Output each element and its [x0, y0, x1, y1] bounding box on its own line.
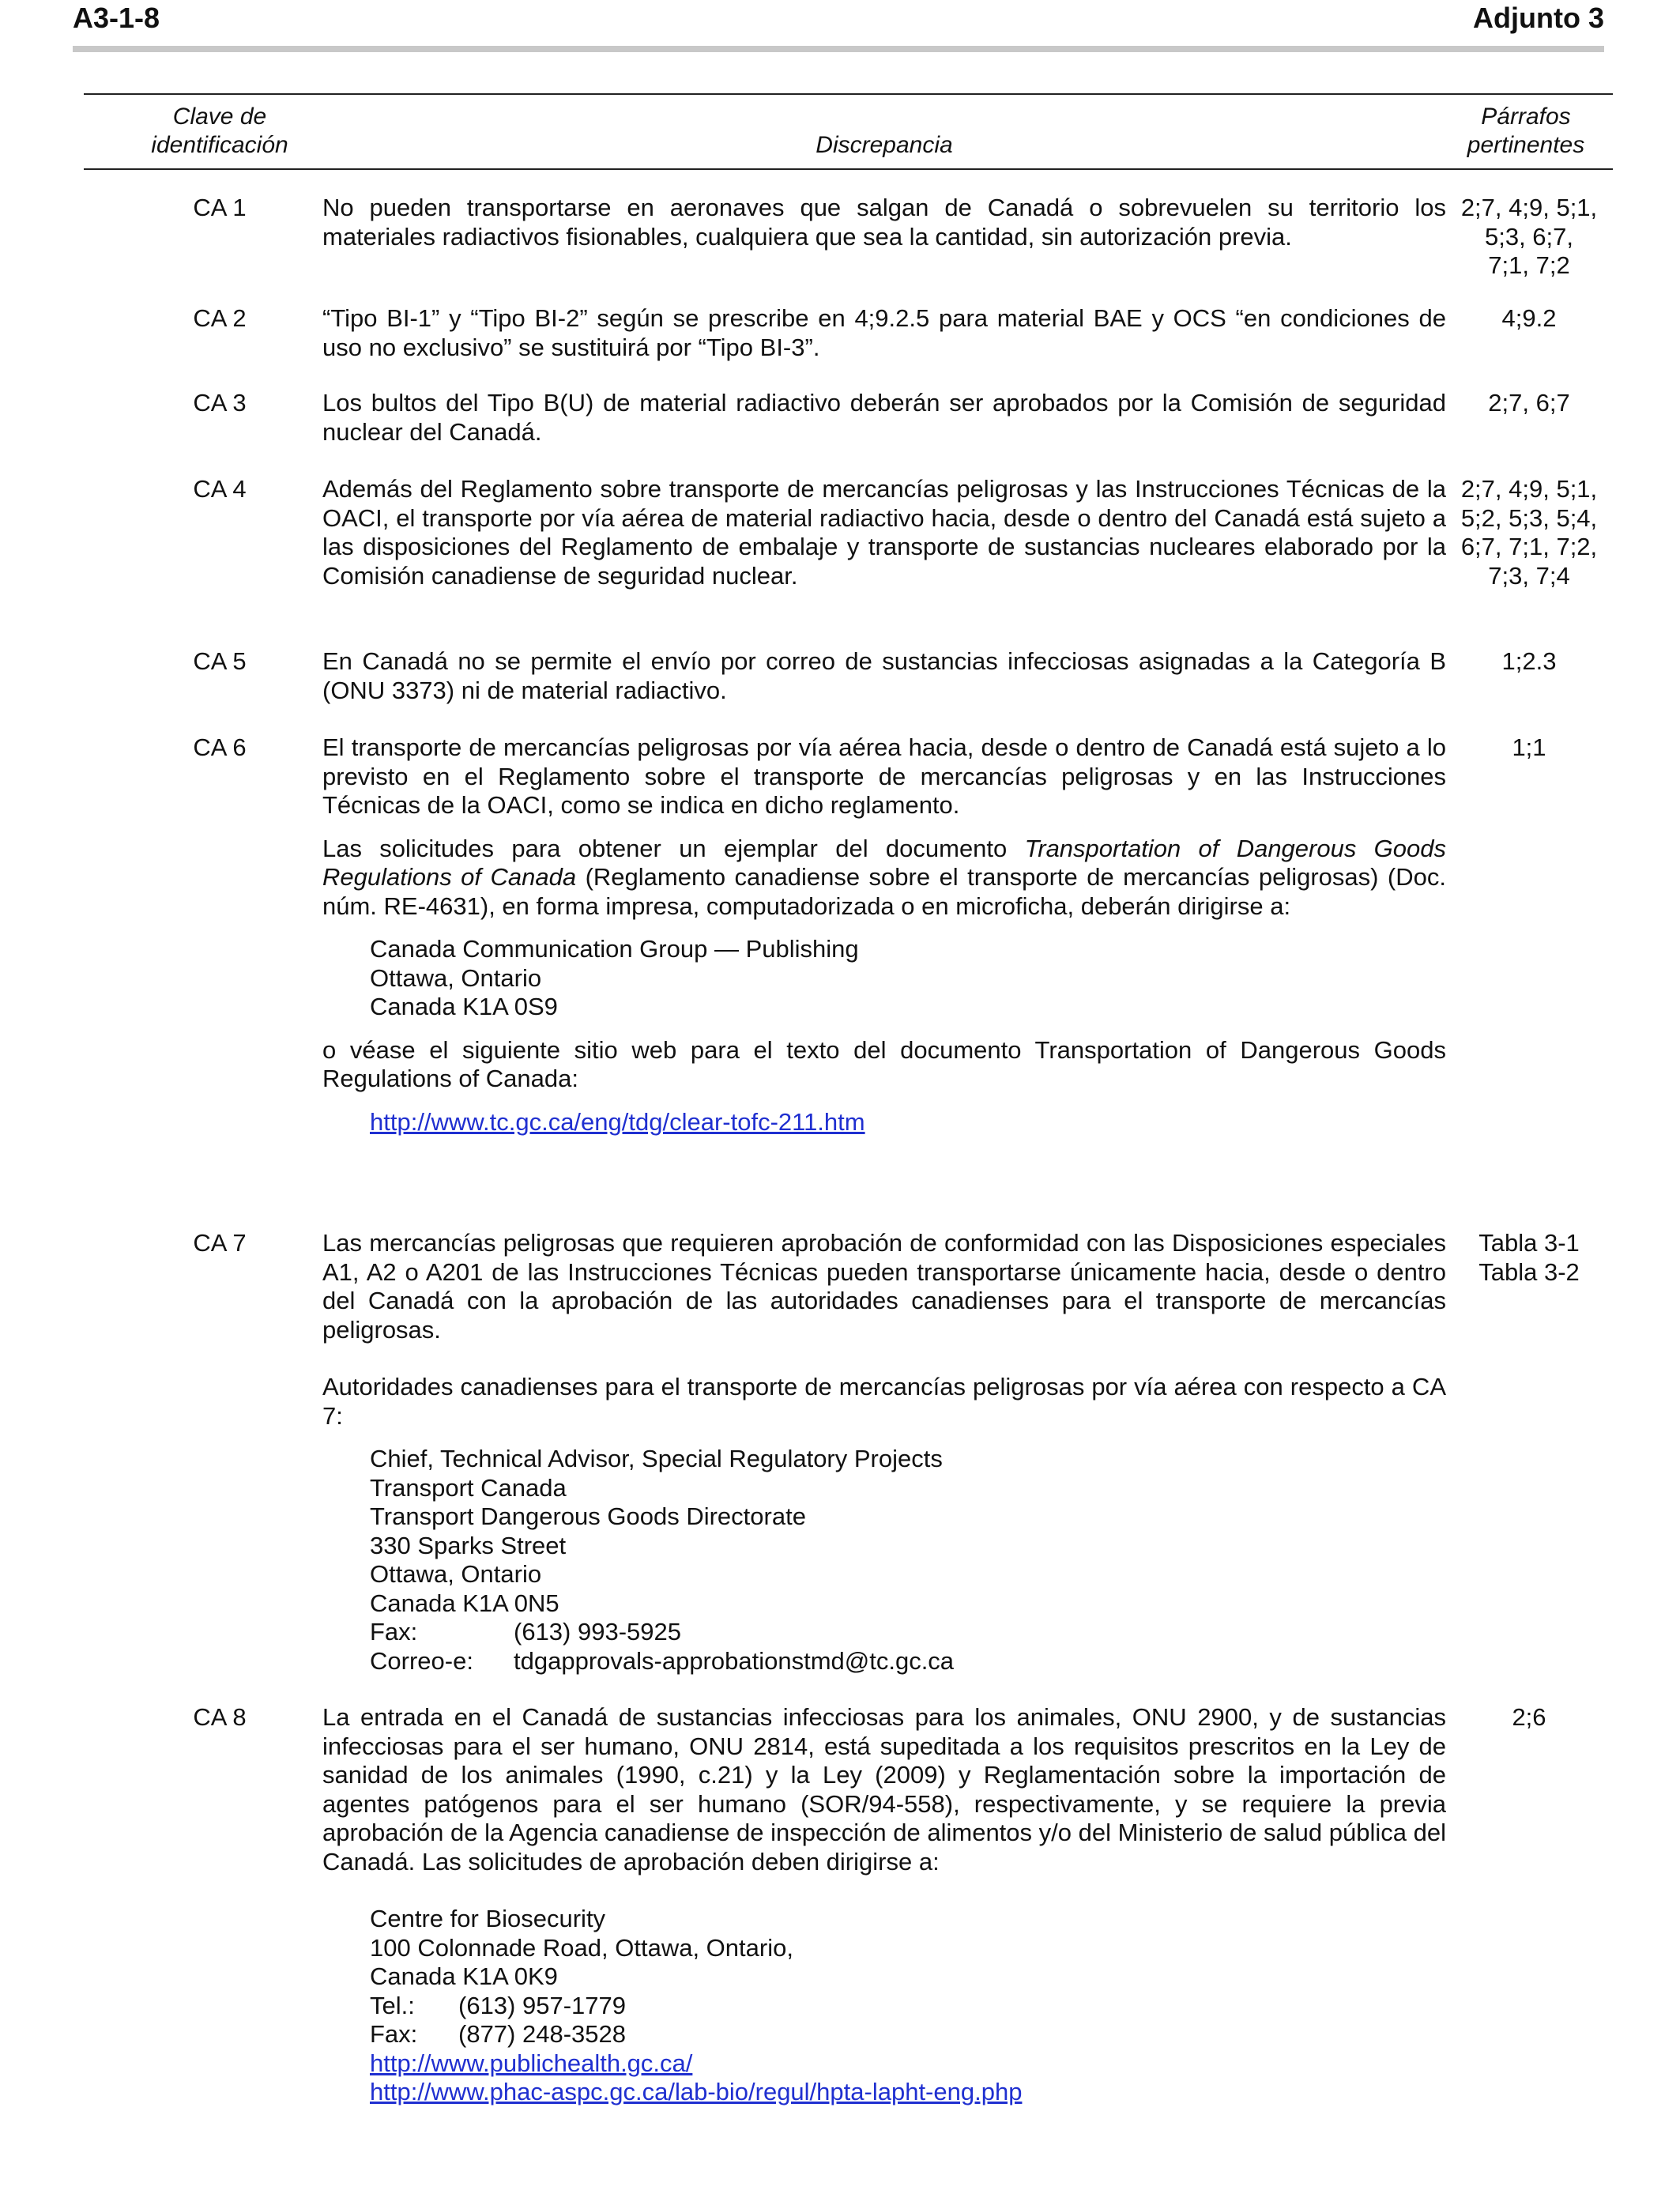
row-description: “Tipo BI-1” y “Tipo BI-2” según se prescribe en 4;9.2.5 para material BAE y OCS “en condiciones de uso no exclusivo” se sustituirá por “Tipo BI-3”.	[322, 304, 1446, 361]
row-description: El transporte de mercancías peligrosas por vía aérea hacia, desde o dentro de Canadá está sujeto a lo previsto en el Reglamento sobre el transporte de mercancías peligrosas y en las Instrucciones Técnicas de la OACI, como se indica en dicho reglamento. Las solicitudes para obtener un ejemplar del documento Transportation of Dangerous Goods Regulations of Canada (Reglamento canadiense sobre el transporte de mercancías peligrosas) (Doc. núm. RE-4631), en forma impresa, computadorizada o en microficha, deberán dirigirse a: Canada Communication Group — Publishing Ottawa, Ontario Canada K1A 0S9 o véase el siguiente sitio web para el texto del documento Transportation of Dangerous Goods Regulations of Canada: http://www.tc.gc.ca/eng/tdg/clear-tofc-211.htm	[322, 733, 1447, 1136]
row-refs: 4;9.2	[1501, 304, 1557, 332]
page-header	[73, 2, 1604, 41]
row-refs: 2;6	[1512, 1703, 1546, 1731]
row-description: Las mercancías peligrosas que requieren aprobación de conformidad con las Disposiciones especiales A1, A2 o A201 de las Instrucciones Técnicas pueden transportarse únicamente hacia, desde o dentro del Canadá con la aprobación de las autoridades canadienses para el transporte de mercancías peligrosas. Autoridades canadienses para el transporte de mercancías peligrosas por vía aérea con respecto a CA 7: Chief, Technical Advisor, Special Regulatory Projects Transport Canada Transport Dangerous Goods Directorate 330 Sparks Street Ottawa, Ontario Canada K1A 0N5 Fax: (613) 993-5925 Correo-e: tdgapprovals-approbationstmd@tc.gc.ca	[322, 1229, 1446, 1675]
row-refs: 1;2.3	[1501, 647, 1557, 675]
publichealth-link[interactable]: http://www.publichealth.gc.ca/	[370, 2049, 693, 2077]
row-refs: 2;7, 4;9, 5;1, 5;2, 5;3, 5;4, 6;7, 7;1, 7;2, 7;3, 7;4	[1460, 475, 1598, 590]
tel-line: Tel.: (613) 957-1779	[370, 1991, 626, 2019]
address-block: Chief, Technical Advisor, Special Regulatory Projects Transport Canada Transport Dangerous Goods Directorate 330 Sparks Street Ottawa, Ontario Canada K1A 0N5 Fax: (613) 993-5925 Correo-e: tdgapprovals-approbationstmd@tc.gc.ca	[370, 1445, 1446, 1676]
link-block	[370, 1108, 1446, 1137]
row-key: CA 6	[193, 733, 247, 761]
fax-line: Fax: (877) 248-3528	[370, 2020, 626, 2048]
row-key: CA 5	[193, 647, 247, 675]
header-rule	[73, 46, 1604, 52]
email-line: Correo-e: tdgapprovals-approbationstmd@tc.gc.ca	[370, 1646, 955, 1675]
table-row	[84, 647, 1613, 733]
header-paragraphs: Párrafos pertinentes	[1467, 104, 1585, 158]
row-refs: 1;1	[1512, 733, 1546, 761]
tc-link[interactable]: http://www.tc.gc.ca/eng/tdg/clear-tofc-211.htm	[370, 1107, 865, 1136]
row-description: Además del Reglamento sobre transporte de mercancías peligrosas y las Instrucciones Técnicas de la OACI, el transporte por vía aérea de material radiactivo hacia, desde o dentro del Canadá está sujeto a las disposiciones del Reglamento de embalaje y transporte de sustancias nucleares elaborado por la Comisión canadiense de seguridad nuclear.	[322, 475, 1446, 590]
header-key: Clave de identificación	[151, 104, 288, 158]
row-description: No pueden transportarse en aeronaves que salgan de Canadá o sobrevuelen su territorio los materiales radiactivos fisionables, cualquiera que sea la cantidad, sin autorización previa.	[322, 194, 1446, 251]
row-description: En Canadá no se permite el envío por correo de sustancias infecciosas asignadas a la Categoría B (ONU 3373) ni de material radiactivo.	[322, 647, 1446, 704]
table-row	[84, 1229, 1613, 1703]
row-key: CA 1	[193, 194, 247, 221]
fax-line: Fax: (613) 993-5925	[370, 1618, 681, 1646]
discrepancy-table	[84, 93, 1613, 2146]
row-key: CA 8	[193, 1703, 247, 1731]
row-key: CA 3	[193, 389, 247, 417]
address-block: Canada Communication Group — Publishing Ottawa, Ontario Canada K1A 0S9	[370, 935, 859, 1020]
header-discrepancy: Discrepancia	[816, 132, 953, 158]
table-row	[84, 389, 1613, 475]
table-row	[84, 475, 1613, 647]
page-number: A3-1-8	[73, 2, 160, 34]
row-description: La entrada en el Canadá de sustancias infecciosas para los animales, ONU 2900, y de sustancias infecciosas para el ser humano, ONU 2814, está supeditada a los requisitos prescritos en la Ley de sanidad de los animales (1990, c.21) y la Ley (2009) y Reglamentación sobre la importación de agentes patógenos para el ser humano (SOR/94-558), respectivamente, y se requiere la previa aprobación de la Agencia canadiense de inspección de alimentos y/o del Ministerio de salud pública del Canadá. Las solicitudes de aprobación deben dirigirse a: Centre for Biosecurity 100 Colonnade Road, Ottawa, Ontario, Canada K1A 0K9 Tel.: (613) 957-1779 Fax: (877) 248-3528 http://www.publichealth.gc.ca/ http://www.phac-aspc.gc.ca/lab-bio/regul/hpta-lapht-eng.php	[322, 1703, 1446, 2105]
row-refs: 2;7, 6;7	[1488, 389, 1570, 417]
phac-link[interactable]: http://www.phac-aspc.gc.ca/lab-bio/regul/hpta-lapht-eng.php	[370, 2078, 1023, 2105]
row-key: CA 2	[193, 304, 247, 332]
row-key: CA 4	[193, 475, 247, 503]
address-block: Centre for Biosecurity 100 Colonnade Road, Ottawa, Ontario, Canada K1A 0K9 Tel.: (613) 957-1779 Fax: (877) 248-3528 http://www.publichealth.gc.ca/ http://www.phac-aspc.gc.ca/lab-bio/regul/hpta-lapht-eng.php	[370, 1905, 1446, 2107]
table-row	[84, 1703, 1613, 2146]
table-row	[84, 304, 1613, 389]
row-key: CA 7	[193, 1229, 247, 1257]
row-description: Los bultos del Tipo B(U) de material radiactivo deberán ser aprobados por la Comisión de seguridad nuclear del Canadá.	[322, 389, 1446, 446]
table-row	[84, 194, 1613, 304]
row-refs: Tabla 3-1 Tabla 3-2	[1478, 1229, 1580, 1286]
attachment-label: Adjunto 3	[1473, 2, 1604, 34]
table-row	[84, 733, 1613, 1229]
request-paragraph: Las solicitudes para obtener un ejemplar del documento Transportation of Dangerous Goods Regulations of Canada (Reglamento canadiense sobre el transporte de mercancías peligrosas) (Doc. núm. RE-4631), en forma impresa, computadorizada o en microficha, deberán dirigirse a:	[322, 834, 1447, 920]
row-refs: 2;7, 4;9, 5;1, 5;3, 6;7, 7;1, 7;2	[1460, 194, 1598, 279]
table-header	[84, 93, 1613, 170]
